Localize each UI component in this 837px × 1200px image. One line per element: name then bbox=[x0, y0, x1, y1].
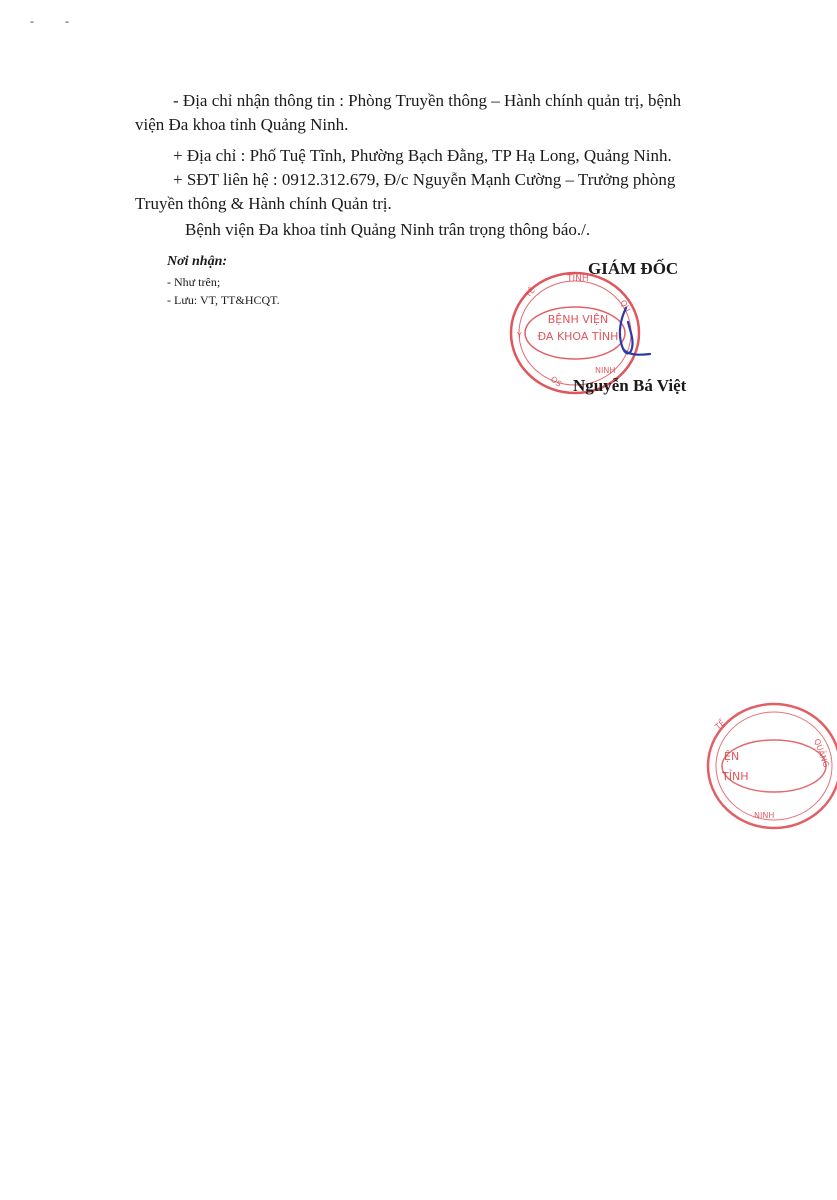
svg-text:NINH: NINH bbox=[595, 366, 616, 375]
signature-title: GIÁM ĐỐC bbox=[588, 259, 679, 278]
recipient-item: - Lưu: VT, TT&HCQT. bbox=[167, 293, 280, 307]
svg-text:Y: Y bbox=[517, 331, 522, 340]
scan-mark: - - bbox=[30, 14, 83, 28]
svg-text:TỈNH: TỈNH bbox=[567, 274, 589, 284]
body-line-department: Truyền thông & Hành chính Quản trị. bbox=[135, 194, 392, 213]
partial-stamp bbox=[694, 700, 837, 835]
svg-text:ỆN: ỆN bbox=[724, 750, 740, 763]
recipients-title: Nơi nhận: bbox=[167, 254, 228, 269]
handwritten-signature bbox=[600, 300, 660, 385]
body-line-phone: + SĐT liên hệ : 0912.312.679, Đ/c Nguyễn Mạnh Cường – Trưởng phòng bbox=[173, 170, 676, 189]
svg-text:TỈNH: TỈNH bbox=[722, 770, 749, 783]
svg-text:QUẢNG: QUẢNG bbox=[812, 737, 831, 769]
svg-text:NINH: NINH bbox=[754, 811, 775, 820]
stamp-line-1: BỆNH VIỆN bbox=[547, 313, 609, 326]
svg-text:TẾ: TẾ bbox=[523, 285, 537, 300]
signer-name: Nguyễn Bá Việt bbox=[573, 376, 687, 395]
stamp-line-2: ĐA KHOA TỈNH bbox=[537, 330, 619, 343]
svg-text:QU: QU bbox=[618, 298, 633, 314]
body-line-closing: Bệnh viện Đa khoa tỉnh Quảng Ninh trân trọng thông báo./. bbox=[185, 220, 591, 239]
body-line-street-address: + Địa chỉ : Phố Tuệ Tĩnh, Phường Bạch Đằng, TP Hạ Long, Quảng Ninh. bbox=[173, 146, 672, 165]
body-line-address-info: - Địa chỉ nhận thông tin : Phòng Truyền thông – Hành chính quản trị, bệnh bbox=[173, 91, 682, 110]
svg-text:OS: OS bbox=[548, 374, 564, 389]
recipient-item: - Như trên; bbox=[167, 275, 221, 289]
svg-text:TẾ: TẾ bbox=[713, 718, 727, 732]
body-line-hospital: viện Đa khoa tỉnh Quảng Ninh. bbox=[135, 115, 349, 134]
